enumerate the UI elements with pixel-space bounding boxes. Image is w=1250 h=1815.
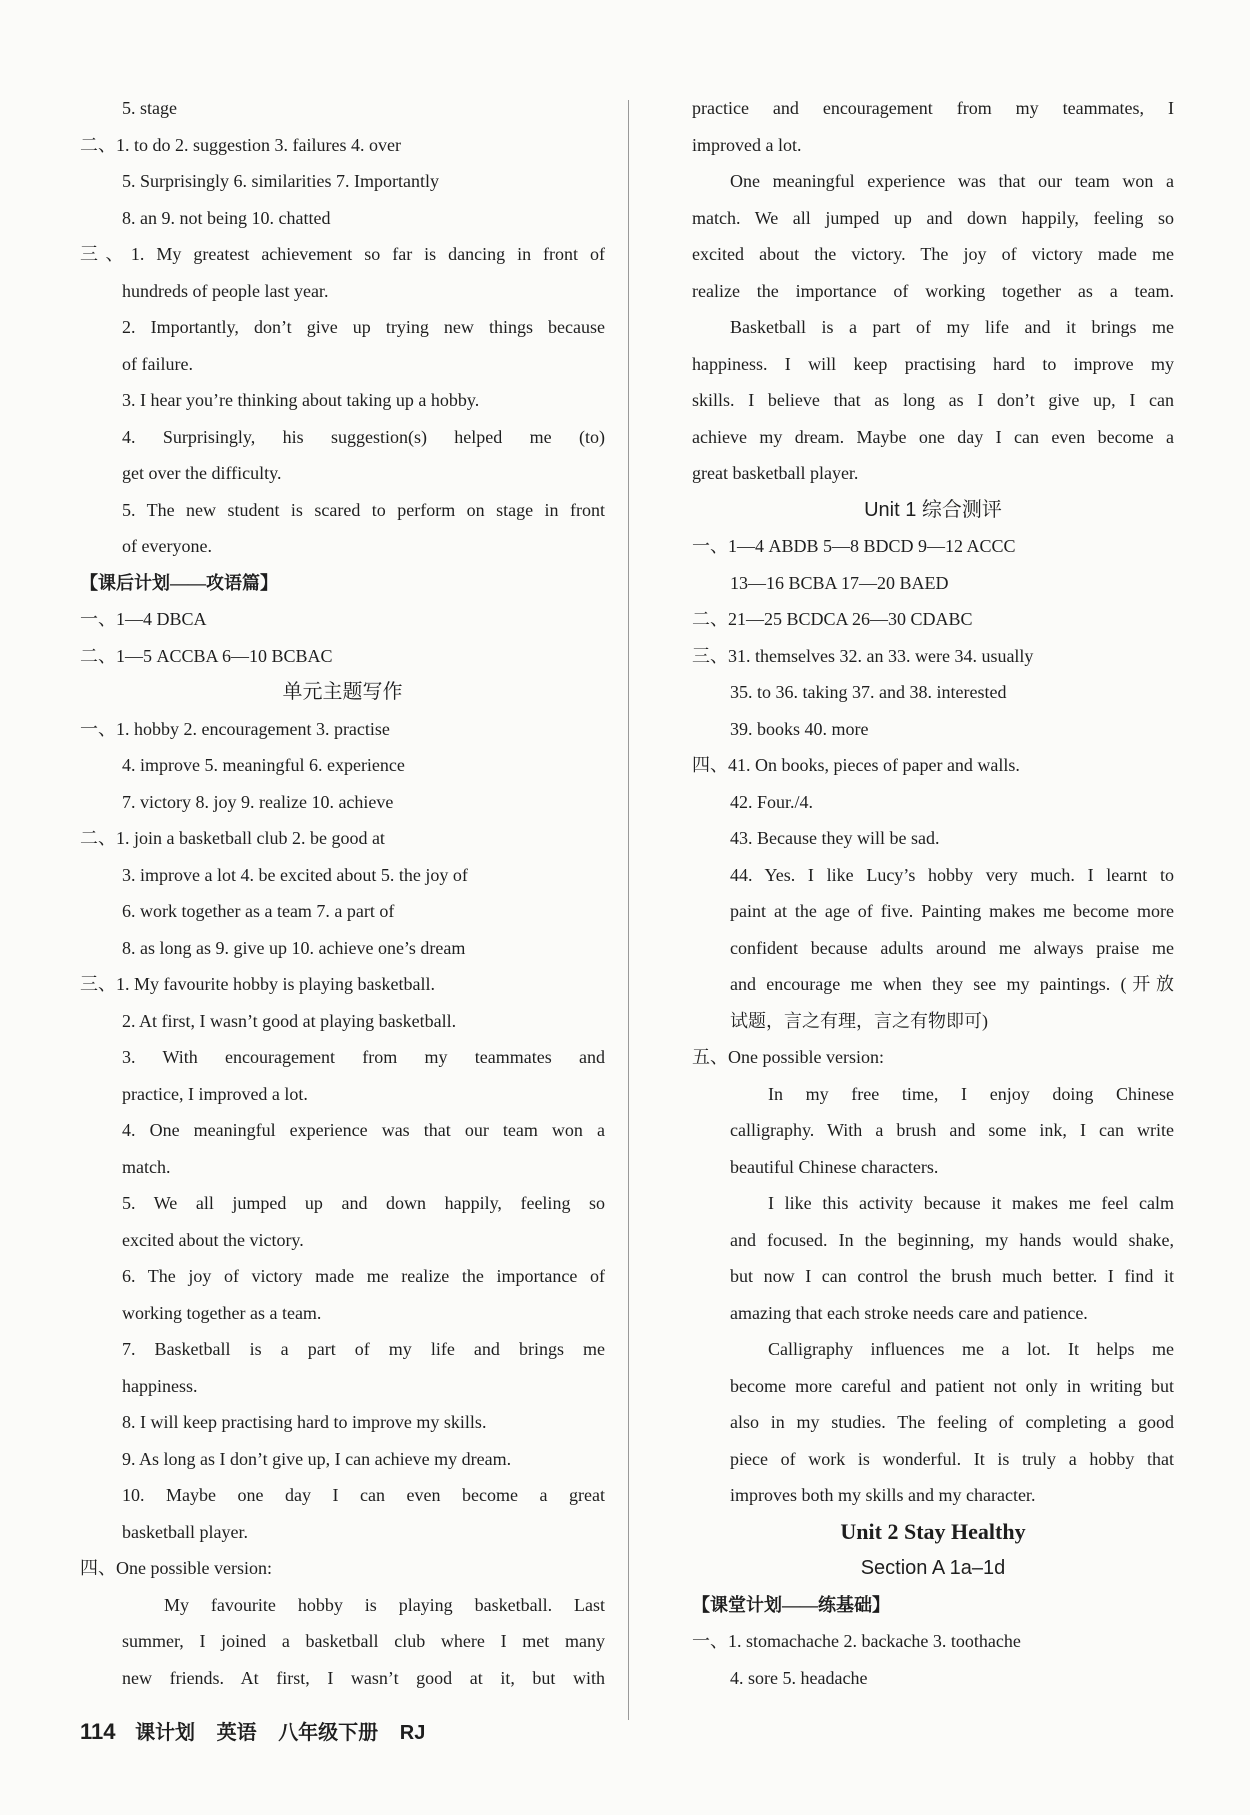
- left-line: match.: [122, 1156, 171, 1177]
- right-line: match. We all jumped up and down happily, feeling so: [692, 207, 1174, 228]
- left-line: 9. As long as I don’t give up, I can achieve my dream.: [122, 1448, 512, 1469]
- right-line: One meaningful experience was that our team won a: [730, 171, 1174, 191]
- left-column: [80, 90, 605, 1696]
- subject-label: 英语: [216, 1722, 257, 1744]
- left-line: 单元主题写作: [282, 681, 403, 703]
- right-line: Unit 1 综合测评: [864, 498, 1002, 521]
- right-line: become more careful and patient not only in writing but: [730, 1375, 1174, 1396]
- left-line: 二、1—5 ACCBA 6—10 BCBAC: [80, 645, 333, 666]
- right-line: practice and encouragement from my teammates, I: [692, 98, 1174, 118]
- right-line: also in my studies. The feeling of completing a good: [730, 1412, 1174, 1432]
- right-line: and encourage me when they see my paintings. (开放: [730, 974, 1174, 994]
- left-line: 4. One meaningful experience was that our team won a: [122, 1120, 605, 1140]
- left-line: 二、1. to do 2. suggestion 3. failures 4. over: [80, 134, 401, 155]
- left-line: summer, I joined a basketball club where I met many: [122, 1631, 605, 1651]
- left-line: 2. At first, I wasn’t good at playing basketball.: [122, 1010, 457, 1031]
- right-line: amazing that each stroke needs care and patience.: [730, 1302, 1088, 1323]
- right-line: 二、21—25 BCDCA 26—30 CDABC: [692, 609, 973, 629]
- left-line: My favourite hobby is playing basketball. Last: [164, 1594, 605, 1615]
- left-line: of failure.: [122, 353, 193, 374]
- edition-label: RJ: [399, 1722, 426, 1744]
- left-line: 3. improve a lot 4. be excited about 5. the joy of: [122, 864, 468, 885]
- right-line: beautiful Chinese characters.: [730, 1156, 939, 1177]
- right-line: I like this activity because it makes me feel calm: [768, 1193, 1174, 1213]
- right-line: realize the importance of working together as a team.: [692, 280, 1174, 301]
- left-line: 5. Surprisingly 6. similarities 7. Importantly: [122, 171, 439, 191]
- right-line: piece of work is wonderful. It is truly a hobby that: [730, 1448, 1174, 1469]
- left-line: 7. Basketball is a part of my life and brings me: [122, 1339, 605, 1359]
- left-line: happiness.: [122, 1375, 198, 1396]
- right-line: achieve my dream. Maybe one day I can even become a: [692, 426, 1174, 447]
- left-line: 10. Maybe one day I can even become a great: [122, 1485, 605, 1505]
- left-line: 7. victory 8. joy 9. realize 10. achieve: [122, 791, 394, 812]
- right-line: In my free time, I enjoy doing Chinese: [768, 1083, 1174, 1104]
- right-line: improves both my skills and my character.: [730, 1485, 1036, 1505]
- right-line: excited about the victory. The joy of victory made me: [692, 244, 1174, 264]
- left-line: 5. We all jumped up and down happily, feeling so: [122, 1193, 605, 1213]
- left-line: 6. work together as a team 7. a part of: [122, 901, 395, 921]
- left-line: 三、1. My greatest achievement so far is dancing in front of: [80, 244, 605, 264]
- right-line: happiness. I will keep practising hard to improve my: [692, 353, 1174, 374]
- right-line: improved a lot.: [692, 134, 802, 155]
- right-line: 4. sore 5. headache: [730, 1667, 868, 1688]
- right-line: 四、41. On books, pieces of paper and walls.: [692, 755, 1020, 775]
- page-number: 114: [80, 1719, 116, 1744]
- left-line: 一、1—4 DBCA: [80, 609, 207, 629]
- left-line: of everyone.: [122, 536, 212, 556]
- right-line: 一、1. stomachache 2. backache 3. toothache: [692, 1631, 1021, 1651]
- right-column: [692, 90, 1174, 1696]
- left-line: basketball player.: [122, 1521, 248, 1542]
- right-line: 13—16 BCBA 17—20 BAED: [730, 572, 949, 593]
- right-line: 三、31. themselves 32. an 33. were 34. usually: [692, 645, 1034, 666]
- right-line: paint at the age of five. Painting makes me become more: [730, 901, 1174, 921]
- left-line: 8. an 9. not being 10. chatted: [122, 207, 331, 228]
- grade-label: 八年级下册: [278, 1722, 379, 1744]
- right-line: Unit 2 Stay Healthy: [840, 1518, 1026, 1544]
- left-line: 5. stage: [122, 98, 177, 118]
- book-title: 课计划: [135, 1722, 196, 1744]
- right-line: but now I can control the brush much better. I find it: [730, 1266, 1174, 1286]
- left-line: 2. Importantly, don’t give up trying new things because: [122, 317, 605, 337]
- left-line: 3. I hear you’re thinking about taking up a hobby.: [122, 390, 480, 410]
- left-line: get over the difficulty.: [122, 463, 282, 483]
- left-line: 6. The joy of victory made me realize the importance of: [122, 1266, 605, 1286]
- right-line: 39. books 40. more: [730, 718, 869, 739]
- right-line: great basketball player.: [692, 463, 859, 483]
- right-line: Calligraphy influences me a lot. It helps me: [768, 1339, 1174, 1359]
- right-line: 试题，言之有理，言之有物即可): [730, 1010, 988, 1031]
- right-line: 43. Because they will be sad.: [730, 828, 940, 848]
- left-line: 8. I will keep practising hard to improve my skills.: [122, 1412, 487, 1432]
- right-line: skills. I believe that as long as I don’t give up, I can: [692, 390, 1174, 410]
- right-line: calligraphy. With a brush and some ink, I can write: [730, 1120, 1174, 1140]
- right-line: and focused. In the beginning, my hands would shake,: [730, 1229, 1174, 1250]
- column-divider: [628, 100, 629, 1720]
- left-line: excited about the victory.: [122, 1229, 304, 1250]
- left-line: 4. Surprisingly, his suggestion(s) helped me (to): [122, 426, 605, 447]
- right-line: 五、One possible version:: [692, 1047, 884, 1067]
- right-line: confident because adults around me always praise me: [730, 937, 1174, 958]
- left-line: 【课后计划——攻语篇】: [80, 572, 278, 593]
- right-line: Section A 1a–1d: [860, 1557, 1006, 1579]
- left-line: 5. The new student is scared to perform on stage in front: [122, 499, 605, 520]
- left-line: 二、1. join a basketball club 2. be good at: [80, 828, 385, 848]
- left-line: 8. as long as 9. give up 10. achieve one’s dream: [122, 937, 466, 958]
- right-line: 44. Yes. I like Lucy’s hobby very much. I learnt to: [730, 864, 1174, 885]
- left-line: hundreds of people last year.: [122, 280, 329, 301]
- page-footer: [80, 1716, 441, 1745]
- right-line: 35. to 36. taking 37. and 38. interested: [730, 682, 1007, 702]
- left-line: practice, I improved a lot.: [122, 1083, 308, 1104]
- left-line: 三、1. My favourite hobby is playing basketball.: [80, 974, 435, 994]
- left-line: 3. With encouragement from my teammates and: [122, 1047, 605, 1067]
- left-line: 一、1. hobby 2. encouragement 3. practise: [80, 718, 390, 739]
- left-line: 4. improve 5. meaningful 6. experience: [122, 755, 405, 775]
- right-line: 【课堂计划——练基础】: [692, 1594, 890, 1615]
- left-line: 四、One possible version:: [80, 1558, 272, 1578]
- left-line: working together as a team.: [122, 1302, 322, 1323]
- right-line: 一、1—4 ABDB 5—8 BDCD 9—12 ACCC: [692, 536, 1016, 556]
- right-line: Basketball is a part of my life and it brings me: [730, 317, 1174, 337]
- right-line: 42. Four./4.: [730, 791, 814, 812]
- left-line: new friends. At first, I wasn’t good at it, but with: [122, 1667, 605, 1688]
